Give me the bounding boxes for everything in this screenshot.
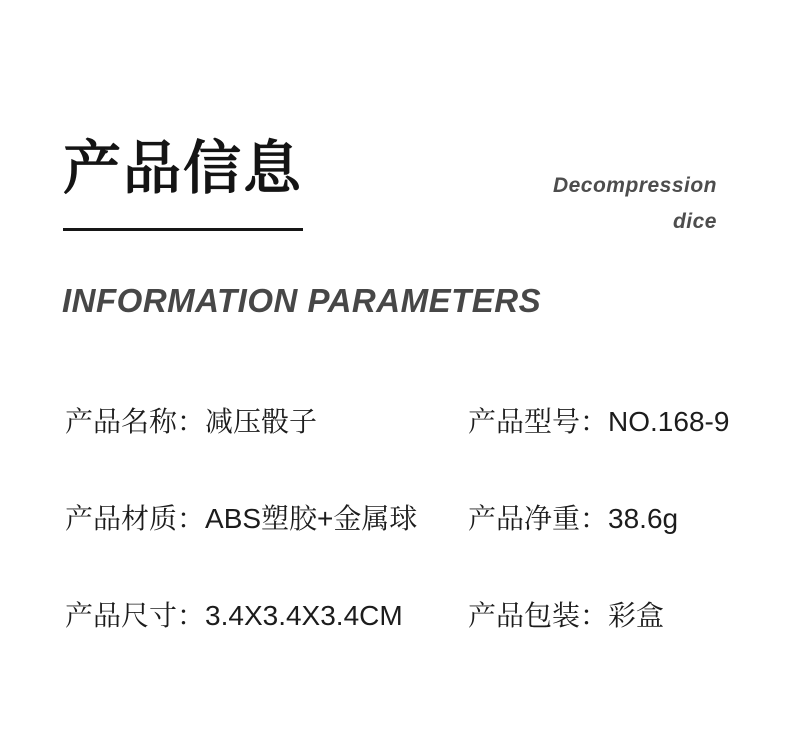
spec-value: ABS塑胶+金属球 bbox=[205, 503, 418, 534]
spec-item-product-model bbox=[468, 405, 745, 439]
spec-item-product-size bbox=[65, 599, 468, 633]
spec-label: 产品型号： bbox=[468, 406, 609, 437]
spec-item-product-packaging bbox=[468, 599, 745, 633]
product-subtitle-en bbox=[553, 168, 717, 240]
spec-label: 产品尺寸： bbox=[65, 600, 206, 631]
spec-value: NO.168-9 bbox=[608, 406, 730, 437]
section-heading: INFORMATION PARAMETERS bbox=[62, 282, 542, 319]
spec-item-product-net-weight bbox=[468, 502, 745, 536]
spec-value: 彩盒 bbox=[608, 600, 665, 631]
spec-value: 减压骰子 bbox=[205, 406, 318, 437]
spec-item-product-name bbox=[65, 405, 468, 439]
page-title: 产品信息 bbox=[63, 136, 304, 201]
spec-label: 产品净重： bbox=[468, 503, 609, 534]
spec-label: 产品名称： bbox=[65, 406, 206, 437]
spec-list bbox=[65, 405, 745, 633]
subtitle-line-2: dice bbox=[672, 210, 717, 233]
spec-item-product-material bbox=[65, 502, 468, 536]
title-underline bbox=[63, 228, 303, 231]
spec-label: 产品材质： bbox=[65, 503, 206, 534]
spec-value: 38.6g bbox=[608, 503, 679, 534]
spec-value: 3.4X3.4X3.4CM bbox=[205, 600, 403, 631]
subtitle-line-1: Decompression bbox=[552, 174, 717, 197]
spec-label: 产品包装： bbox=[468, 600, 609, 631]
